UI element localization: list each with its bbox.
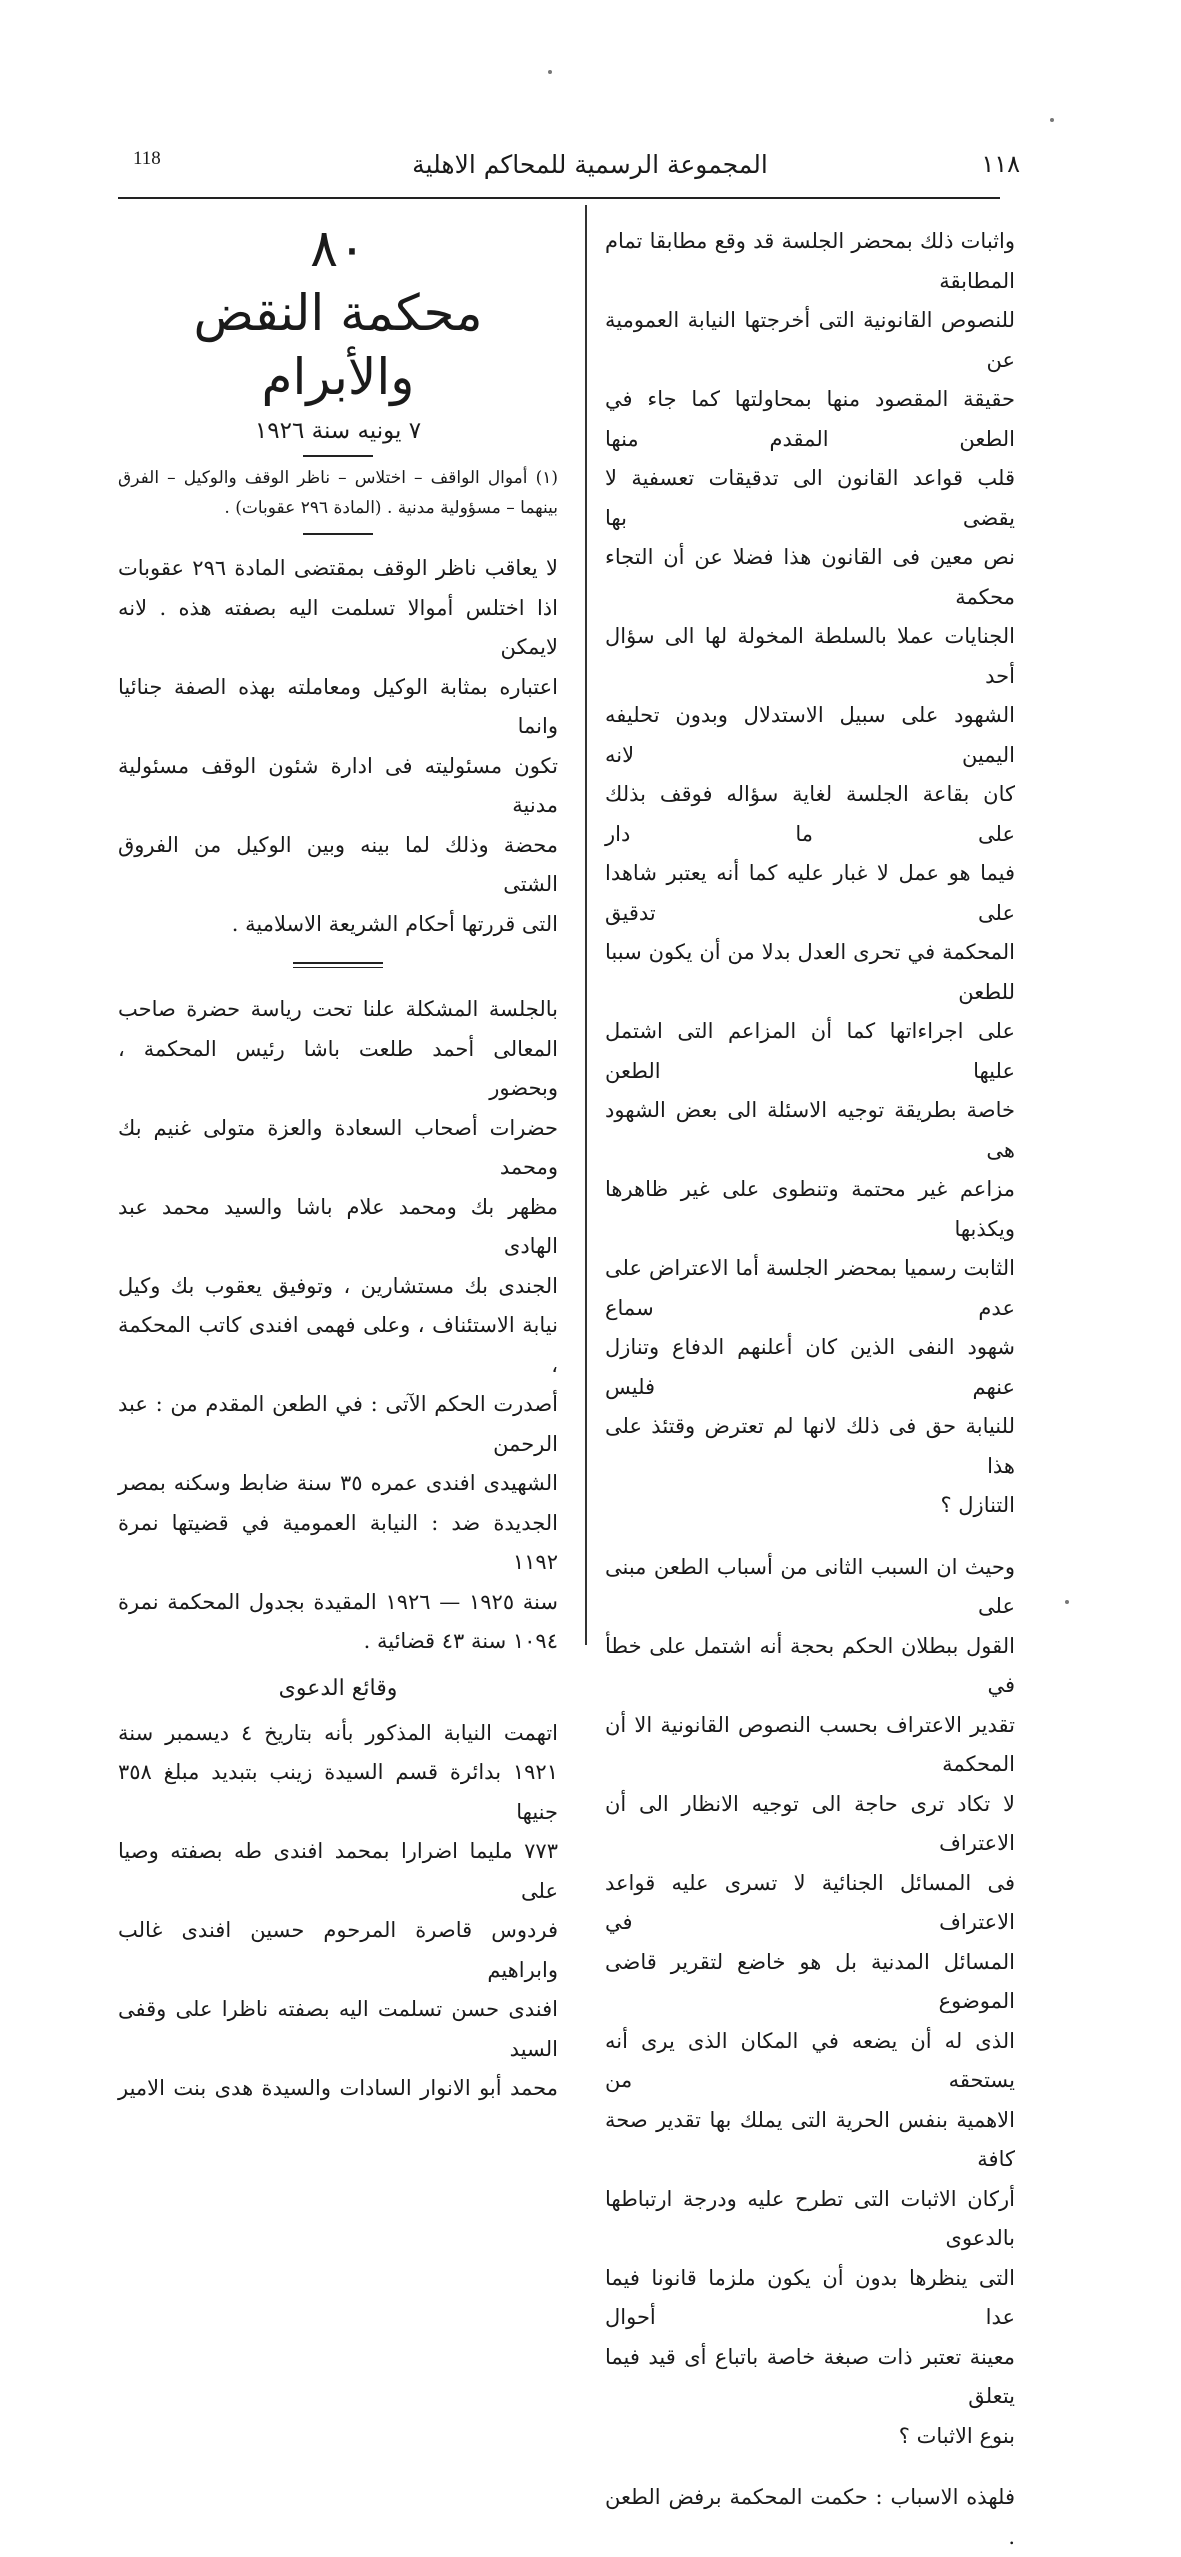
- text-line: قلب قواعد القانون الى تدقيقات تعسفية لا يقضى بها: [605, 466, 1015, 530]
- text-line: التنازل ؟: [940, 1493, 1015, 1517]
- text-line: المحكمة في تحرى العدل بدلا من أن يكون سببا للطعن: [605, 940, 1015, 1004]
- text-line: الشهيدى افندى عمره ٣٥ سنة ضابط وسكنه بمصر: [118, 1471, 558, 1495]
- text-line: محمد أبو الانوار السادات والسيدة هدى بنت الامير: [118, 2076, 558, 2100]
- column-divider: [585, 205, 587, 1645]
- text-line: القول ببطلان الحكم بحجة أنه اشتمل على خطأ في: [605, 1633, 1015, 1697]
- text-line: نص معين فى القانون هذا فضلا عن أن التجاء محكمة: [605, 545, 1015, 609]
- verdict-line: فلهذه الاسباب : حكمت المحكمة برفض الطعن .: [605, 2485, 1015, 2549]
- short-rule: [303, 533, 373, 535]
- judgment-reasoning-paragraph-1: [605, 222, 1015, 1526]
- text-line: الشهود على سبيل الاستدلال وبدون تحليفه اليمين لانه: [605, 703, 1015, 767]
- text-line: ١٠٩٤ سنة ٤٣ قضائية .: [363, 1629, 558, 1653]
- text-line: اعتباره بمثابة الوكيل ومعاملته بهذه الصفة جنائيا وانما: [118, 674, 558, 738]
- scan-speck: [1065, 1600, 1069, 1604]
- text-line: ١٩٢١ بدائرة قسم السيدة زينب بتبديد مبلغ ٣٥٨ جنيها: [118, 1760, 558, 1824]
- session-paragraph: [118, 990, 558, 1662]
- text-line: أركان الاثبات التى تطرح عليه ودرجة ارتباطها بالدعوى: [605, 2186, 1015, 2250]
- text-line: للنيابة حق فى ذلك لانها لم تعترض وقتئذ على هذا: [605, 1414, 1015, 1478]
- judgment-reasoning-paragraph-2: [605, 1548, 1015, 2457]
- header-rule: [118, 197, 1000, 199]
- text-line: لا تكاد ترى حاجة الى توجيه الانظار الى أن الاعتراف: [605, 1791, 1015, 1855]
- text-line: فردوس قاصرة المرحوم حسين افندى غالب وابراهيم: [118, 1918, 558, 1982]
- text-line: المعالى أحمد طلعت باشا رئيس المحكمة ، وبحضور: [118, 1036, 558, 1100]
- case-summary: [118, 463, 558, 523]
- text-line: تكون مسئوليته فى ادارة شئون الوقف مسئولية مدنية: [118, 753, 558, 817]
- text-line: الاهمية بنفس الحرية التى يملك بها تقدير صحة كافة: [605, 2107, 1015, 2171]
- text-line: فيما هو عمل لا غبار عليه كما أنه يعتبر شاهدا على تدقيق: [605, 861, 1015, 925]
- text-line: معينة تعتبر ذات صبغة خاصة باتباع أى قيد فيما يتعلق: [605, 2344, 1015, 2408]
- left-column: [118, 215, 558, 2109]
- scan-speck: [1050, 118, 1054, 122]
- text-line: بالجلسة المشكلة علنا تحت رياسة حضرة صاحب: [118, 997, 558, 1021]
- text-line: نيابة الاستئناف ، وعلى فهمى افندى كاتب المحكمة ،: [118, 1313, 558, 1377]
- text-line: المسائل المدنية بل هو خاضع لتقرير قاضى الموضوع: [605, 1949, 1015, 2013]
- facts-paragraph: [118, 1714, 558, 2109]
- text-line: مظهر بك ومحمد علام باشا والسيد محمد عبد الهادى: [118, 1194, 558, 1258]
- case-date: ٧ يونيه سنة ١٩٢٦: [254, 418, 422, 444]
- text-line: تقدير الاعتراف بحسب النصوص القانونية الا أن المحكمة: [605, 1712, 1015, 1776]
- text-line: الثابت رسميا بمحضر الجلسة أما الاعتراض على عدم سماع: [605, 1256, 1015, 1320]
- right-column: [605, 222, 1015, 2557]
- text-line: اذا اختلس أموالا تسلمت اليه بصفته هذه . لانه لايمكن: [118, 595, 558, 659]
- page-number-latin: 118: [133, 148, 161, 169]
- text-line: ٧٧٣ مليما اضرارا بمحمد افندى طه بصفته وصيا على: [118, 1839, 558, 1903]
- page-number-arabic: ١١٨: [981, 150, 1020, 178]
- text-line: الجنايات عملا بالسلطة المخولة لها الى سؤال أحد: [605, 624, 1015, 688]
- text-line: افندى حسن تسلمت اليه بصفته ناظرا على وقفى السيد: [118, 1997, 558, 2061]
- text-line: فى المسائل الجنائية لا تسرى عليه قواعد الاعتراف في: [605, 1870, 1015, 1934]
- short-rule: [303, 455, 373, 457]
- text-line: سنة ١٩٢٥ — ١٩٢٦ المقيدة بجدول المحكمة نمرة: [118, 1589, 558, 1614]
- text-line: كان بقاعة الجلسة لغاية سؤاله فوقف بذلك على ما دار: [605, 782, 1015, 846]
- text-line: بنوع الاثبات ؟: [898, 2423, 1015, 2448]
- text-line: التى قررتها أحكام الشريعة الاسلامية .: [231, 911, 558, 936]
- text-line: حضرات أصحاب السعادة والعزة متولى غنيم بك ومحمد: [118, 1115, 558, 1179]
- legal-principle: [118, 549, 558, 944]
- text-line: لا يعاقب ناظر الوقف بمقتضى المادة ٢٩٦ عقوبات: [118, 556, 558, 580]
- summary-line: بينهما – مسؤولية مدنية . (المادة ٢٩٦ عقوبات) .: [224, 498, 558, 518]
- text-line: على اجراءاتها كما أن المزاعم التى اشتمل عليها الطعن: [605, 1019, 1015, 1083]
- text-line: شهود النفى الذين كان أعلنهم الدفاع وتنازل عنهم فليس: [605, 1335, 1015, 1399]
- text-line: وحيث ان السبب الثانى من أسباب الطعن مبنى على: [605, 1554, 1015, 1618]
- text-line: واثبات ذلك بمحضر الجلسة قد وقع مطابقا تمام المطابقة: [605, 229, 1015, 293]
- text-line: التى ينظرها بدون أن يكون ملزما قانونا فيما عدا أحوال: [605, 2265, 1015, 2329]
- section-separator: [293, 962, 383, 968]
- text-line: خاصة بطريقة توجيه الاسئلة الى بعض الشهود هى: [605, 1098, 1015, 1162]
- text-line: حقيقة المقصود منها بمحاولتها كما جاء في الطعن المقدم منها: [605, 387, 1015, 451]
- text-line: الذى له أن يضعه في المكان الذى يرى أنه يستحقه من: [605, 2028, 1015, 2092]
- text-line: مزاعم غير محتمة وتنطوى على غير ظاهرها ويكذبها: [605, 1177, 1015, 1241]
- summary-line: (١) أموال الواقف – اختلاس – ناظر الوقف والوكيل – الفرق: [118, 468, 558, 488]
- text-line: محضة وذلك لما بينه وبين الوكيل من الفروق الشتى: [118, 832, 558, 896]
- text-line: الجديدة ضد : النيابة العمومية في قضيتها نمرة ١١٩٢: [118, 1510, 558, 1574]
- facts-heading: وقائع الدعوى: [278, 1675, 398, 1701]
- text-line: للنصوص القانونية التى أخرجتها النيابة العمومية عن: [605, 308, 1015, 372]
- court-name-heading: محكمة النقض والأبرام: [193, 284, 483, 406]
- running-header-title: المجموعة الرسمية للمحاكم الاهلية: [412, 150, 768, 179]
- case-number: ٨٠: [310, 219, 366, 279]
- text-line: الجندى بك مستشارين ، وتوفيق يعقوب بك وكيل: [118, 1273, 558, 1298]
- text-line: اتهمت النيابة المذكور بأنه بتاريخ ٤ ديسمبر سنة: [118, 1720, 558, 1745]
- text-line: أصدرت الحكم الآتى : في الطعن المقدم من : عبد الرحمن: [118, 1392, 558, 1456]
- scan-speck: [548, 70, 552, 74]
